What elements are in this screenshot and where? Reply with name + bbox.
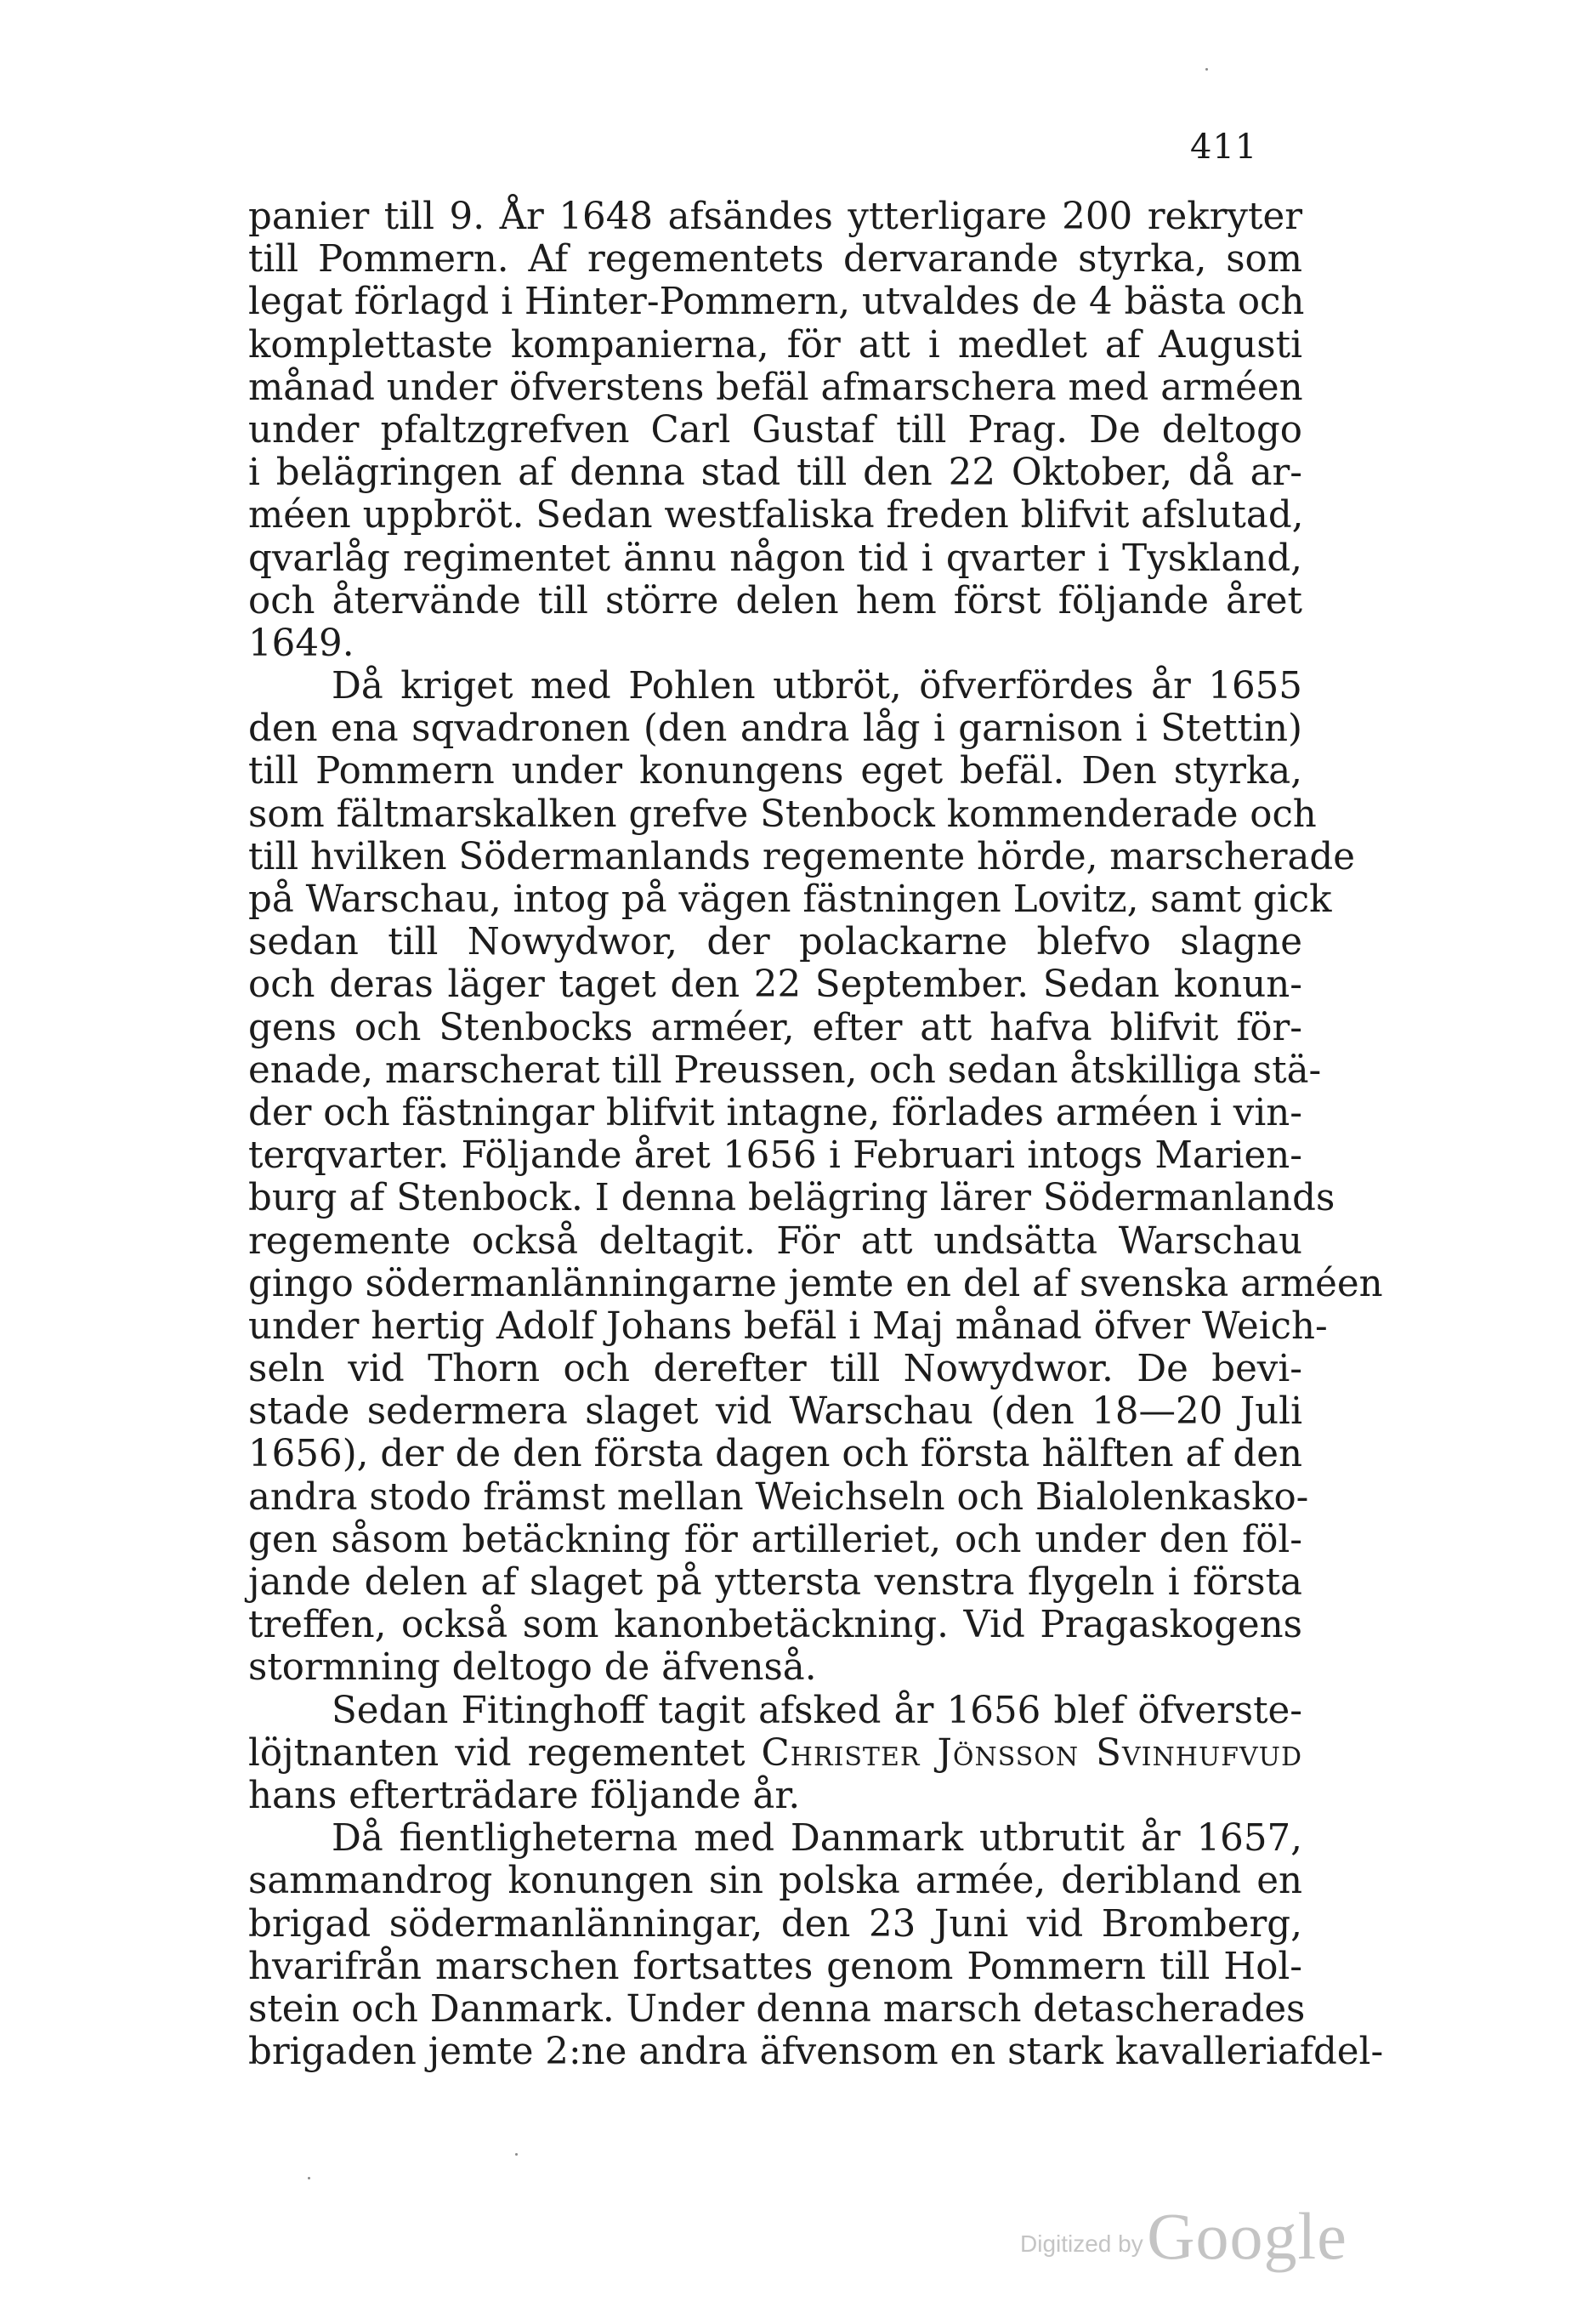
text-line: hans efterträdare följande år. — [248, 1774, 801, 1817]
text-line: gingo södermanlänningarne jemte en del af svenska arméen — [248, 1262, 1383, 1305]
watermark-prefix: Digitized by — [1020, 2230, 1143, 2257]
text-line: panier till 9. År 1648 afsändes ytterligare 200 rekryter — [248, 196, 1302, 238]
text-line: stormning deltogo de äfvenså. — [248, 1646, 817, 1690]
text-line: gens och Stenbocks arméer, efter att hafva blifvit för- — [248, 1006, 1302, 1049]
text-line: sedan till Nowydwor, der polackarne blefvo slagne — [248, 921, 1302, 964]
text-line: brigaden jemte 2:ne andra äfvensom en stark kavalleriafdel- — [248, 2031, 1384, 2074]
text-line: under pfaltzgrefven Carl Gustaf till Prag. De deltogo — [248, 408, 1302, 452]
text-line: regemente också deltagit. För att undsätta Warschau — [248, 1219, 1302, 1263]
text-line: komplettaste kompanierna, för att i medlet af Augusti — [248, 323, 1302, 366]
text-line: qvarlåg regimentet ännu någon tid i qvarter i Tyskland, — [248, 537, 1302, 580]
text-line: andra stodo främst mellan Weichseln och Bialolenkasko- — [248, 1475, 1309, 1519]
text-line: stein och Danmark. Under denna marsch detascherades — [248, 1987, 1306, 2031]
text-line: 1656), der de den första dagen och första hälften af den — [248, 1433, 1302, 1476]
text-line: brigad södermanlänningar, den 23 Juni vid Bromberg, — [248, 1902, 1302, 1946]
page-number: 411 — [1190, 128, 1258, 167]
paragraph-start-line: Sedan Fitinghoff tagit afsked år 1656 blef öfverste- — [332, 1689, 1302, 1732]
text-line: legat förlagd i Hinter-Pommern, utvaldes de 4 bästa och — [248, 281, 1305, 324]
body-text — [248, 196, 1384, 2074]
text-line-with-name — [248, 1732, 1302, 1775]
text-line: under hertig Adolf Johans befäl i Maj månad öfver Weich- — [248, 1304, 1328, 1348]
text-line: till Pommern. Af regementets dervarande styrka, som — [248, 238, 1302, 281]
text-line: der och fästningar blifvit intagne, förlades arméen i vin- — [248, 1091, 1302, 1134]
paragraph-start-line: Då fientligheterna med Danmark utbrutit år 1657, — [332, 1817, 1302, 1861]
person-name-smallcaps: Christer Jönsson Svinhufvud — [761, 1731, 1302, 1775]
text-line: burg af Stenbock. I denna belägring lärer Södermanlands — [248, 1177, 1335, 1220]
text-line: jande delen af slaget på yttersta venstra flygeln i första — [248, 1561, 1302, 1604]
text-line: terqvarter. Följande året 1656 i Februari intogs Marien- — [248, 1134, 1302, 1178]
google-logo: Google — [1147, 2199, 1347, 2273]
line-prefix: löjtnanten vid regementet — [248, 1731, 762, 1775]
scan-speck — [308, 2177, 310, 2179]
scan-speck — [515, 2153, 518, 2156]
text-line: månad under öfverstens befäl afmarschera med arméen — [248, 366, 1303, 409]
digitized-by-watermark — [1020, 2198, 1347, 2275]
scan-speck — [1205, 68, 1208, 71]
text-line: på Warschau, intog på vägen fästningen Lovitz, samt gick — [248, 878, 1332, 921]
text-line: seln vid Thorn och derefter till Nowydwor. De bevi- — [248, 1348, 1302, 1391]
text-line: hvarifrån marschen fortsattes genom Pommern till Hol- — [248, 1945, 1302, 1988]
text-line: den ena sqvadronen (den andra låg i garnison i Stettin) — [248, 707, 1302, 751]
text-line: sammandrog konungen sin polska armée, deribland en — [248, 1860, 1302, 1903]
text-line: till hvilken Södermanlands regemente hörde, marscherade — [248, 835, 1356, 878]
text-line: enade, marscherat till Preussen, och sedan åtskilliga stä- — [248, 1048, 1322, 1092]
paragraph-start-line: Då kriget med Pohlen utbröt, öfverfördes år 1655 — [332, 665, 1302, 708]
text-line: i belägringen af denna stad till den 22 Oktober, då ar- — [248, 452, 1302, 495]
text-line: och deras läger taget den 22 September. Sedan konun- — [248, 963, 1302, 1007]
text-line: méen uppbröt. Sedan westfaliska freden blifvit afslutad, — [248, 494, 1304, 537]
text-line: till Pommern under konungens eget befäl. Den styrka, — [248, 750, 1302, 793]
text-line: gen såsom betäckning för artilleriet, och under den föl- — [248, 1518, 1302, 1561]
text-line: som fältmarskalken grefve Stenbock kommenderade och — [248, 793, 1317, 836]
text-line: stade sedermera slaget vid Warschau (den 18—20 Juli — [248, 1390, 1302, 1434]
text-line: och återvände till större delen hem först följande året — [248, 579, 1302, 622]
text-line: treffen, också som kanonbetäckning. Vid Pragaskogens — [248, 1604, 1302, 1647]
text-line: 1649. — [248, 622, 354, 665]
